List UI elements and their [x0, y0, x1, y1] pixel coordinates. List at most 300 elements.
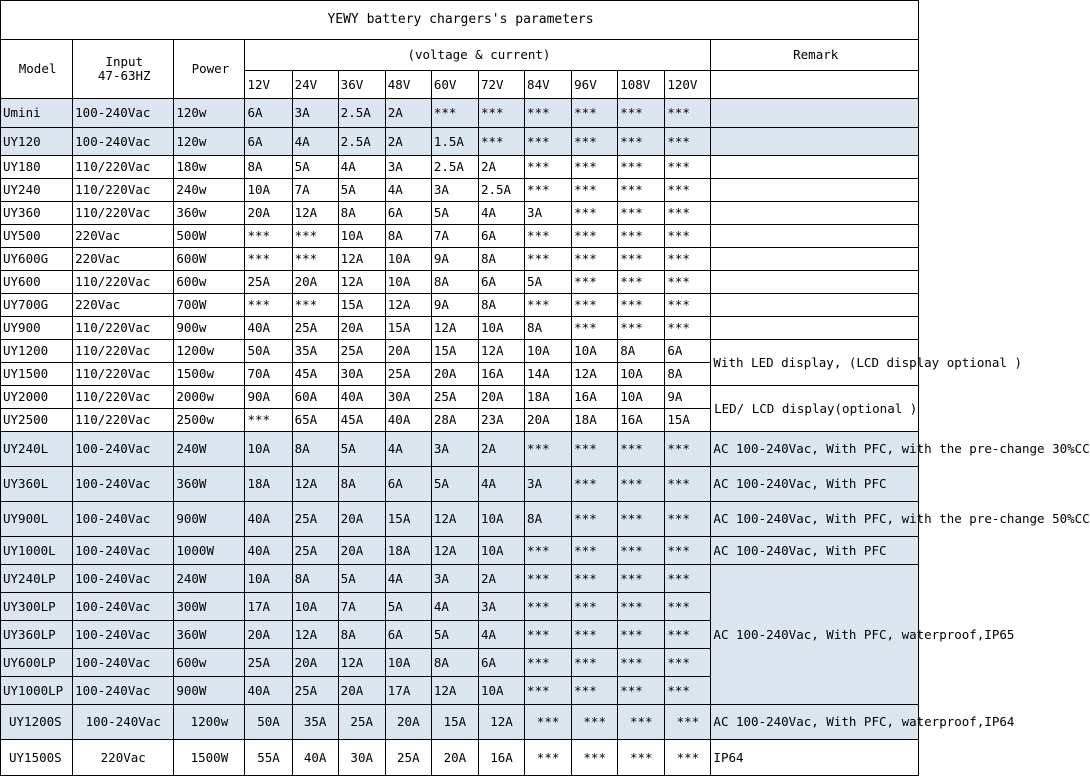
current-cell: ***: [665, 593, 711, 621]
current-cell: 2A: [478, 432, 524, 467]
power-cell: 900W: [174, 502, 245, 537]
current-cell: 4A: [478, 467, 524, 502]
current-cell: 5A: [292, 156, 338, 179]
power-cell: 2000w: [174, 386, 245, 409]
input-cell: 100-240Vac: [73, 502, 174, 537]
current-cell: 8A: [525, 317, 572, 340]
current-cell: ***: [618, 621, 665, 649]
current-cell: ***: [525, 740, 572, 776]
current-cell: ***: [618, 128, 665, 156]
table-row: [1, 432, 919, 467]
power-cell: 1000W: [174, 537, 245, 565]
current-cell: 15A: [431, 340, 478, 363]
current-cell: 3A: [525, 202, 572, 225]
input-cell: 100-240Vac: [73, 432, 174, 467]
current-cell: 12A: [572, 363, 618, 386]
current-cell: ***: [618, 432, 665, 467]
power-cell: 1500w: [174, 363, 245, 386]
current-cell: 20A: [525, 409, 572, 432]
current-cell: 20A: [338, 317, 385, 340]
current-cell: 25A: [338, 340, 385, 363]
current-cell: 45A: [338, 409, 385, 432]
current-cell: 50A: [245, 705, 292, 740]
current-cell: ***: [572, 467, 618, 502]
current-cell: ***: [572, 248, 618, 271]
current-cell: ***: [572, 202, 618, 225]
current-cell: 5A: [431, 202, 478, 225]
current-cell: ***: [618, 649, 665, 677]
current-cell: 10A: [245, 179, 292, 202]
power-cell: 600W: [174, 248, 245, 271]
current-cell: ***: [665, 317, 711, 340]
current-cell: ***: [525, 649, 572, 677]
model-cell: UY360LP: [1, 621, 73, 649]
header-remark: Remark: [711, 40, 919, 71]
remark-cell: AC 100-240Vac, With PFC, waterproof,IP65: [711, 565, 919, 705]
header-power: Power: [174, 40, 245, 99]
current-cell: 12A: [292, 621, 338, 649]
table-title: YEWY battery chargers's parameters: [1, 1, 919, 40]
input-cell: 110/220Vac: [73, 386, 174, 409]
input-cell: 100-240Vac: [73, 677, 174, 705]
model-cell: UY500: [1, 225, 73, 248]
power-cell: 1500W: [174, 740, 245, 776]
current-cell: 20A: [385, 340, 431, 363]
remark-cell-blank: [711, 317, 919, 340]
current-cell: 5A: [338, 179, 385, 202]
remark-cell-blank: [711, 202, 919, 225]
input-cell: 100-240Vac: [73, 565, 174, 593]
model-cell: UY2500: [1, 409, 73, 432]
current-cell: 4A: [385, 179, 431, 202]
current-cell: 8A: [338, 202, 385, 225]
power-cell: 120w: [174, 128, 245, 156]
power-cell: 180w: [174, 156, 245, 179]
current-cell: 90A: [245, 386, 292, 409]
power-cell: 240w: [174, 179, 245, 202]
header-voltage-current: (voltage & current): [245, 40, 711, 71]
table-row: [1, 537, 919, 565]
current-cell: 12A: [478, 705, 524, 740]
input-cell: 110/220Vac: [73, 271, 174, 294]
table-row: [1, 502, 919, 537]
current-cell: 35A: [292, 340, 338, 363]
current-cell: 17A: [385, 677, 431, 705]
model-cell: UY1500S: [1, 740, 73, 776]
current-cell: 30A: [385, 386, 431, 409]
current-cell: ***: [665, 225, 711, 248]
current-cell: 6A: [478, 271, 524, 294]
current-cell: 2A: [385, 99, 431, 128]
current-cell: 20A: [292, 271, 338, 294]
current-cell: ***: [665, 649, 711, 677]
current-cell: ***: [525, 705, 572, 740]
input-cell: 220Vac: [73, 248, 174, 271]
current-cell: 3A: [385, 156, 431, 179]
remark-cell: AC 100-240Vac, With PFC, with the pre-change 30%CC: [711, 432, 919, 467]
current-cell: ***: [618, 179, 665, 202]
header-input: [73, 40, 174, 99]
current-cell: 20A: [385, 705, 431, 740]
current-cell: 15A: [385, 502, 431, 537]
current-cell: 8A: [292, 565, 338, 593]
current-cell: 10A: [618, 363, 665, 386]
table-row: [1, 467, 919, 502]
current-cell: ***: [618, 502, 665, 537]
current-cell: 25A: [245, 271, 292, 294]
current-cell: 50A: [245, 340, 292, 363]
model-cell: UY180: [1, 156, 73, 179]
current-cell: ***: [618, 99, 665, 128]
table-row: [1, 248, 919, 271]
current-cell: 25A: [292, 502, 338, 537]
current-cell: ***: [618, 677, 665, 705]
voltage-header: 96V: [572, 71, 618, 99]
current-cell: ***: [665, 705, 711, 740]
current-cell: 15A: [385, 317, 431, 340]
power-cell: 360W: [174, 621, 245, 649]
current-cell: ***: [572, 156, 618, 179]
current-cell: ***: [525, 677, 572, 705]
remark-cell-blank: [711, 179, 919, 202]
input-cell: 100-240Vac: [73, 705, 174, 740]
input-cell: 110/220Vac: [73, 409, 174, 432]
model-cell: UY1000LP: [1, 677, 73, 705]
current-cell: 8A: [245, 156, 292, 179]
current-cell: 2.5A: [478, 179, 524, 202]
current-cell: ***: [478, 128, 524, 156]
table-row: [1, 565, 919, 593]
current-cell: 70A: [245, 363, 292, 386]
current-cell: ***: [478, 99, 524, 128]
current-cell: 4A: [478, 621, 524, 649]
input-cell: 220Vac: [73, 294, 174, 317]
current-cell: ***: [618, 225, 665, 248]
remark-cell: With LED display, (LCD display optional ): [711, 340, 919, 386]
table-row: [1, 740, 919, 776]
current-cell: 10A: [525, 340, 572, 363]
current-cell: ***: [665, 294, 711, 317]
current-cell: 18A: [385, 537, 431, 565]
current-cell: ***: [292, 225, 338, 248]
current-cell: 35A: [292, 705, 338, 740]
current-cell: 23A: [478, 409, 524, 432]
current-cell: ***: [665, 202, 711, 225]
current-cell: 40A: [245, 677, 292, 705]
remark-cell-blank: [711, 294, 919, 317]
model-cell: UY360L: [1, 467, 73, 502]
current-cell: 8A: [292, 432, 338, 467]
model-cell: UY900L: [1, 502, 73, 537]
table-row: [1, 179, 919, 202]
current-cell: ***: [572, 565, 618, 593]
current-cell: 20A: [478, 386, 524, 409]
current-cell: 25A: [338, 705, 385, 740]
current-cell: 30A: [338, 740, 385, 776]
current-cell: ***: [525, 225, 572, 248]
input-cell: 110/220Vac: [73, 317, 174, 340]
current-cell: 15A: [431, 705, 478, 740]
current-cell: 5A: [338, 565, 385, 593]
voltage-header: 12V: [245, 71, 292, 99]
current-cell: 25A: [385, 740, 431, 776]
current-cell: ***: [525, 156, 572, 179]
input-cell: 110/220Vac: [73, 156, 174, 179]
current-cell: ***: [431, 99, 478, 128]
current-cell: ***: [525, 248, 572, 271]
current-cell: 45A: [292, 363, 338, 386]
input-cell: 100-240Vac: [73, 621, 174, 649]
current-cell: 8A: [338, 621, 385, 649]
power-cell: 600w: [174, 271, 245, 294]
input-cell: 100-240Vac: [73, 467, 174, 502]
current-cell: 25A: [245, 649, 292, 677]
current-cell: 10A: [478, 677, 524, 705]
current-cell: 6A: [665, 340, 711, 363]
model-cell: UY900: [1, 317, 73, 340]
current-cell: 40A: [292, 740, 338, 776]
current-cell: 12A: [478, 340, 524, 363]
model-cell: UY240: [1, 179, 73, 202]
current-cell: 20A: [338, 537, 385, 565]
current-cell: 5A: [431, 467, 478, 502]
table-row: [1, 317, 919, 340]
current-cell: 8A: [431, 271, 478, 294]
current-cell: 40A: [245, 537, 292, 565]
current-cell: 12A: [338, 649, 385, 677]
current-cell: ***: [618, 740, 665, 776]
current-cell: ***: [618, 156, 665, 179]
current-cell: 40A: [385, 409, 431, 432]
power-cell: 300W: [174, 593, 245, 621]
input-cell: 110/220Vac: [73, 202, 174, 225]
current-cell: ***: [665, 128, 711, 156]
current-cell: 6A: [478, 225, 524, 248]
current-cell: ***: [665, 156, 711, 179]
input-cell: 100-240Vac: [73, 649, 174, 677]
current-cell: 16A: [618, 409, 665, 432]
model-cell: UY600LP: [1, 649, 73, 677]
current-cell: ***: [618, 294, 665, 317]
current-cell: ***: [665, 621, 711, 649]
model-cell: UY1500: [1, 363, 73, 386]
voltage-header: 108V: [618, 71, 665, 99]
model-cell: Umini: [1, 99, 73, 128]
current-cell: ***: [572, 432, 618, 467]
current-cell: ***: [572, 677, 618, 705]
current-cell: ***: [525, 179, 572, 202]
current-cell: 10A: [385, 271, 431, 294]
current-cell: 40A: [338, 386, 385, 409]
model-cell: UY600: [1, 271, 73, 294]
current-cell: ***: [618, 565, 665, 593]
current-cell: ***: [665, 740, 711, 776]
current-cell: ***: [665, 432, 711, 467]
current-cell: ***: [618, 202, 665, 225]
current-cell: 4A: [338, 156, 385, 179]
current-cell: 6A: [245, 128, 292, 156]
current-cell: 18A: [572, 409, 618, 432]
current-cell: 12A: [338, 248, 385, 271]
input-cell: 220Vac: [73, 225, 174, 248]
table-row: [1, 128, 919, 156]
input-cell: 110/220Vac: [73, 340, 174, 363]
table-row: [1, 705, 919, 740]
input-cell: 100-240Vac: [73, 537, 174, 565]
current-cell: 10A: [292, 593, 338, 621]
current-cell: 9A: [431, 294, 478, 317]
model-cell: UY1000L: [1, 537, 73, 565]
table-row: [1, 294, 919, 317]
current-cell: 20A: [245, 202, 292, 225]
current-cell: 10A: [618, 386, 665, 409]
power-cell: 360w: [174, 202, 245, 225]
input-cell: 110/220Vac: [73, 179, 174, 202]
current-cell: ***: [245, 409, 292, 432]
voltage-header: 84V: [525, 71, 572, 99]
power-cell: 1200w: [174, 705, 245, 740]
power-cell: 240W: [174, 565, 245, 593]
current-cell: ***: [572, 593, 618, 621]
model-cell: UY240L: [1, 432, 73, 467]
remark-cell: LED/ LCD display(optional ): [711, 386, 919, 432]
current-cell: ***: [572, 705, 618, 740]
voltage-header: 60V: [431, 71, 478, 99]
power-cell: 900W: [174, 677, 245, 705]
current-cell: ***: [572, 225, 618, 248]
current-cell: ***: [525, 537, 572, 565]
remark-cell: AC 100-240Vac, With PFC, waterproof,IP64: [711, 705, 919, 740]
current-cell: ***: [665, 502, 711, 537]
current-cell: 20A: [431, 740, 478, 776]
input-cell: 100-240Vac: [73, 128, 174, 156]
current-cell: ***: [618, 467, 665, 502]
current-cell: ***: [525, 432, 572, 467]
current-cell: 1.5A: [431, 128, 478, 156]
input-cell: 100-240Vac: [73, 593, 174, 621]
current-cell: 10A: [245, 565, 292, 593]
current-cell: 18A: [245, 467, 292, 502]
current-cell: ***: [572, 502, 618, 537]
current-cell: 3A: [478, 593, 524, 621]
current-cell: 60A: [292, 386, 338, 409]
current-cell: 2.5A: [338, 128, 385, 156]
power-cell: 2500w: [174, 409, 245, 432]
current-cell: 20A: [338, 677, 385, 705]
current-cell: 40A: [245, 317, 292, 340]
remark-header-blank: [711, 71, 919, 99]
current-cell: ***: [292, 294, 338, 317]
current-cell: 8A: [665, 363, 711, 386]
current-cell: 10A: [245, 432, 292, 467]
current-cell: ***: [572, 271, 618, 294]
remark-cell-blank: [711, 271, 919, 294]
current-cell: ***: [525, 128, 572, 156]
current-cell: 14A: [525, 363, 572, 386]
remark-cell-blank: [711, 156, 919, 179]
current-cell: ***: [665, 99, 711, 128]
current-cell: ***: [572, 128, 618, 156]
current-cell: ***: [618, 593, 665, 621]
current-cell: 12A: [385, 294, 431, 317]
voltage-header: 24V: [292, 71, 338, 99]
current-cell: 10A: [338, 225, 385, 248]
current-cell: 7A: [431, 225, 478, 248]
current-cell: 25A: [292, 537, 338, 565]
current-cell: ***: [525, 593, 572, 621]
current-cell: ***: [525, 294, 572, 317]
current-cell: ***: [245, 294, 292, 317]
current-cell: 4A: [478, 202, 524, 225]
current-cell: 4A: [385, 565, 431, 593]
current-cell: 20A: [431, 363, 478, 386]
voltage-header: 72V: [478, 71, 524, 99]
current-cell: 8A: [431, 649, 478, 677]
remark-cell: AC 100-240Vac, With PFC, with the pre-change 50%CC: [711, 502, 919, 537]
current-cell: 10A: [385, 248, 431, 271]
current-cell: ***: [245, 248, 292, 271]
current-cell: 12A: [292, 202, 338, 225]
table-row: [1, 271, 919, 294]
power-cell: 120w: [174, 99, 245, 128]
current-cell: 8A: [385, 225, 431, 248]
current-cell: ***: [618, 705, 665, 740]
current-cell: ***: [572, 537, 618, 565]
current-cell: ***: [525, 99, 572, 128]
current-cell: 17A: [245, 593, 292, 621]
current-cell: ***: [665, 537, 711, 565]
power-cell: 600w: [174, 649, 245, 677]
current-cell: ***: [572, 740, 618, 776]
current-cell: 25A: [431, 386, 478, 409]
current-cell: 6A: [245, 99, 292, 128]
voltage-header: 36V: [338, 71, 385, 99]
current-cell: 5A: [431, 621, 478, 649]
current-cell: ***: [525, 621, 572, 649]
current-cell: 20A: [292, 649, 338, 677]
current-cell: 4A: [385, 432, 431, 467]
current-cell: 16A: [478, 740, 524, 776]
current-cell: 10A: [572, 340, 618, 363]
model-cell: UY700G: [1, 294, 73, 317]
model-cell: UY1200S: [1, 705, 73, 740]
current-cell: 5A: [338, 432, 385, 467]
current-cell: ***: [665, 467, 711, 502]
current-cell: 8A: [478, 294, 524, 317]
current-cell: 3A: [431, 565, 478, 593]
model-cell: UY2000: [1, 386, 73, 409]
current-cell: ***: [665, 179, 711, 202]
current-cell: ***: [245, 225, 292, 248]
current-cell: 9A: [665, 386, 711, 409]
current-cell: 18A: [525, 386, 572, 409]
current-cell: ***: [665, 565, 711, 593]
current-cell: ***: [292, 248, 338, 271]
current-cell: 7A: [338, 593, 385, 621]
current-cell: 12A: [431, 317, 478, 340]
power-cell: 500W: [174, 225, 245, 248]
power-cell: 900w: [174, 317, 245, 340]
header-input-line2: 47-63HZ: [97, 68, 151, 83]
remark-cell-blank: [711, 128, 919, 156]
current-cell: 28A: [431, 409, 478, 432]
current-cell: ***: [618, 537, 665, 565]
current-cell: ***: [572, 649, 618, 677]
current-cell: ***: [572, 179, 618, 202]
current-cell: 6A: [478, 649, 524, 677]
current-cell: 12A: [431, 537, 478, 565]
current-cell: 7A: [292, 179, 338, 202]
